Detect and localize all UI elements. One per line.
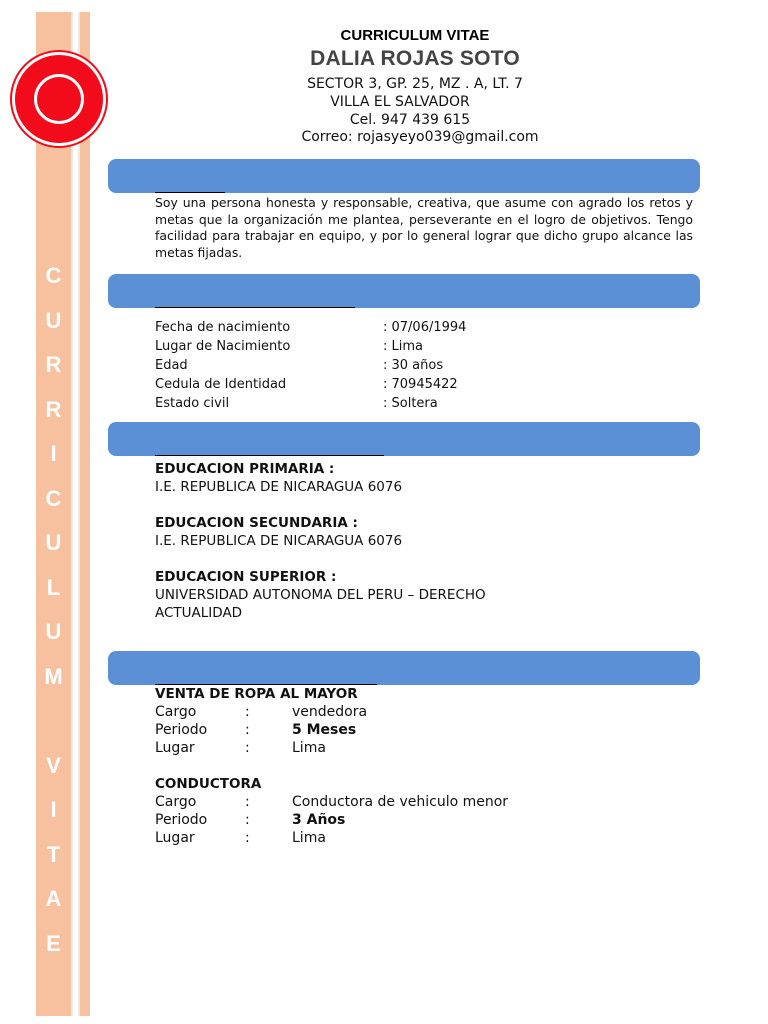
personal-value: : 70945422 bbox=[383, 377, 458, 392]
job-field-value: 5 Meses bbox=[292, 722, 357, 738]
personal-row bbox=[155, 318, 466, 337]
section-bar-education bbox=[108, 422, 700, 456]
job-row bbox=[155, 811, 695, 829]
job-field-value: Lima bbox=[292, 740, 326, 756]
job-title: CONDUCTORA bbox=[155, 776, 262, 792]
job-field-label: Periodo bbox=[155, 722, 208, 738]
job-field-colon: : bbox=[245, 722, 250, 738]
job-field-colon: : bbox=[245, 830, 250, 846]
personal-label: Lugar de Nacimiento bbox=[155, 339, 291, 354]
vertical-letter: R bbox=[45, 352, 62, 377]
experience-list bbox=[155, 685, 695, 865]
candidate-name: DALIA ROJAS SOTO bbox=[310, 47, 520, 70]
job-field-label: Periodo bbox=[155, 812, 208, 828]
section-bar-personal bbox=[108, 274, 700, 308]
education-level: EDUCACION PRIMARIA : bbox=[155, 461, 335, 477]
vertical-letter: A bbox=[45, 886, 62, 911]
job-field-colon: : bbox=[245, 704, 250, 720]
city-line: VILLA EL SALVADOR bbox=[330, 94, 470, 110]
side-strip-secondary bbox=[78, 12, 90, 1016]
job-title: VENTA DE ROPA AL MAYOR bbox=[155, 686, 358, 702]
profile-paragraph: Soy una persona honesta y responsable, creativa, que asume con agrado los retos y metas que la organización me plantea, perseverante en el logro de objetivos. Tengo facilidad para trabajar en equipo, y por lo general lograr que dicho grupo alcance las metas fijadas. bbox=[155, 195, 693, 260]
vertical-letter: R bbox=[45, 396, 62, 422]
vertical-letter: I bbox=[50, 441, 57, 466]
education-institution: I.E. REPUBLICA DE NICARAGUA 6076 bbox=[155, 533, 403, 549]
job-field-colon: : bbox=[245, 812, 250, 828]
section-underline bbox=[155, 307, 355, 308]
phone-line: Cel. 947 439 615 bbox=[349, 112, 471, 128]
document-title: CURRICULUM VITAE bbox=[340, 27, 490, 44]
personal-label: Edad bbox=[155, 358, 188, 373]
personal-row bbox=[155, 394, 466, 413]
personal-value: : Lima bbox=[383, 339, 423, 354]
vertical-letter: M bbox=[44, 663, 63, 689]
red-badge-circle bbox=[12, 52, 106, 146]
education-item bbox=[155, 460, 695, 496]
personal-row bbox=[155, 356, 466, 375]
vertical-letter: I bbox=[50, 797, 57, 822]
personal-label: Estado civil bbox=[155, 396, 230, 411]
address-line: SECTOR 3, GP. 25, MZ . A, LT. 7 bbox=[307, 76, 523, 92]
personal-value: : 30 años bbox=[383, 358, 444, 373]
job-row bbox=[155, 739, 695, 757]
job-field-value: vendedora bbox=[292, 704, 368, 720]
job-row bbox=[155, 703, 695, 721]
job-entry bbox=[155, 775, 695, 847]
vertical-letter: T bbox=[46, 841, 61, 867]
email-line: Correo: rojasyeyo039@gmail.com bbox=[301, 129, 539, 145]
personal-value: : Soltera bbox=[383, 396, 438, 411]
job-row bbox=[155, 721, 695, 739]
education-level: EDUCACION SUPERIOR : bbox=[155, 569, 337, 585]
personal-row bbox=[155, 337, 466, 356]
job-row bbox=[155, 793, 695, 811]
section-underline bbox=[155, 192, 225, 193]
vertical-title bbox=[36, 262, 71, 974]
section-bar-experience bbox=[108, 651, 700, 685]
job-field-colon: : bbox=[245, 794, 250, 810]
section-underline bbox=[155, 455, 384, 456]
education-institution: UNIVERSIDAD AUTONOMA DEL PERU – DERECHO bbox=[155, 587, 486, 603]
vertical-letter: C bbox=[45, 263, 62, 288]
vertical-letter: U bbox=[45, 530, 62, 555]
job-field-value: 3 Años bbox=[292, 812, 346, 828]
job-field-label: Cargo bbox=[155, 704, 197, 720]
education-item bbox=[155, 514, 695, 550]
vertical-letter: L bbox=[46, 574, 61, 600]
education-list bbox=[155, 460, 695, 640]
vertical-letter: U bbox=[45, 307, 62, 333]
job-field-colon: : bbox=[245, 740, 250, 756]
vertical-letter: V bbox=[46, 752, 61, 778]
badge-ring-icon bbox=[34, 74, 84, 124]
vertical-letter: E bbox=[46, 930, 61, 956]
vertical-letter: U bbox=[45, 619, 62, 644]
personal-data-list bbox=[155, 318, 466, 413]
job-field-value: Lima bbox=[292, 830, 326, 846]
job-row bbox=[155, 829, 695, 847]
job-field-label: Lugar bbox=[155, 830, 195, 846]
job-entry bbox=[155, 685, 695, 757]
job-field-label: Cargo bbox=[155, 794, 197, 810]
education-item bbox=[155, 568, 695, 622]
education-institution: I.E. REPUBLICA DE NICARAGUA 6076 bbox=[155, 479, 403, 495]
education-level: EDUCACION SECUNDARIA : bbox=[155, 515, 358, 531]
personal-row bbox=[155, 375, 466, 394]
section-bar-profile bbox=[108, 159, 700, 193]
job-field-value: Conductora de vehiculo menor bbox=[292, 794, 509, 810]
job-field-label: Lugar bbox=[155, 740, 195, 756]
personal-label: Cedula de Identidad bbox=[155, 377, 287, 392]
vertical-letter: C bbox=[45, 485, 62, 511]
personal-label: Fecha de nacimiento bbox=[155, 320, 291, 335]
education-status: ACTUALIDAD bbox=[155, 605, 243, 621]
personal-value: : 07/06/1994 bbox=[383, 320, 467, 335]
